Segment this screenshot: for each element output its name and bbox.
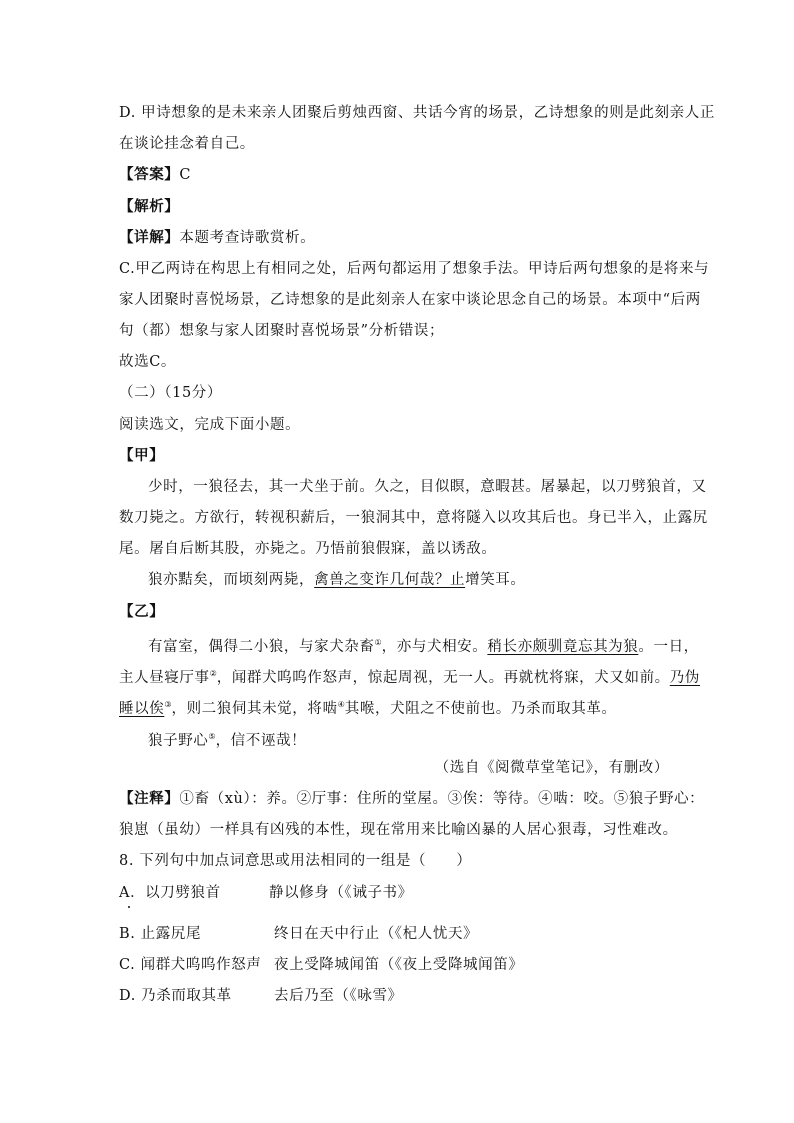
jia-p2-start: 狼亦黠矣，而顷刻两毙，	[148, 572, 315, 588]
yi-l1-a: 有富室，偶得二小狼，与家犬杂畜	[148, 639, 375, 655]
answer-line	[119, 165, 191, 185]
explanation-line-2: 家人团聚时喜悦场景，乙诗想象的是此刻亲人在家中谈论思念自己的场景。本项中“后两	[119, 292, 701, 308]
option-a-right: 静以修身（《诫子书》	[269, 885, 413, 901]
notes-line-1	[119, 789, 704, 809]
yi-l1-underlined: 稍长亦颇驯竟忘其为狼	[487, 639, 639, 655]
explanation-line-3: 句（都）想象与家人团聚时喜悦场景”分析错误；	[119, 323, 445, 339]
yi-l3-a: ，则二狼伺其未觉，将啮	[171, 701, 338, 717]
option-b	[119, 924, 479, 944]
option-d-right: 去后乃至（《咏雪》	[274, 988, 403, 1004]
yi-l2-underlined: 乃伪	[669, 670, 700, 686]
option-d	[119, 986, 403, 1006]
jia-text-line-3: 尾。屠自后断其股，亦毙之。乃悟前狼假寐，盖以诱敌。	[119, 541, 497, 557]
yi-l1-b: ，亦与犬相安。	[381, 639, 488, 655]
option-c-left: C. 闻群犬呜呜作怒声	[119, 957, 262, 973]
jia-label: 【甲】	[119, 447, 165, 464]
footnote-mark-4: ④	[337, 700, 345, 709]
option-b-right: 终日在天中行止（《杞人忧天》	[274, 926, 479, 942]
yi-l3-b: 其喉，犬阻之不使前也。乃杀而取其革。	[344, 701, 617, 717]
analysis-label: 【解析】	[119, 198, 180, 215]
detail-label: 【详解】	[119, 229, 180, 246]
detail-line	[119, 228, 315, 248]
footnote-mark-5: ⑤	[208, 732, 216, 741]
option-b-left: B. 止露尻尾	[119, 926, 202, 942]
yi-text-line-3	[119, 695, 617, 719]
option-c	[119, 955, 524, 975]
yi-text-line-4	[148, 727, 306, 751]
yi-l3-underlined: 睡以俟	[119, 701, 165, 717]
footnote-mark-1: ①	[374, 638, 382, 647]
yi-l2-b: ，闻群犬呜呜作怒声，惊起周视，无一人。再就枕将寐，犬又如前。	[216, 670, 670, 686]
footnote-mark-3: ③	[164, 700, 172, 709]
yi-label: 【乙】	[119, 603, 165, 620]
option-a-left: A．以刀劈狼首	[119, 885, 221, 901]
choose-line: 故选C。	[119, 354, 176, 370]
option-d-line-1: D. 甲诗想象的是未来亲人团聚后剪烛西窗、共话今宵的场景，乙诗想象的则是此刻亲人正	[119, 105, 715, 121]
option-d-left: D. 乃杀而取其革	[119, 988, 232, 1004]
notes-label: 【注释】	[119, 790, 180, 807]
jia-p2-end: 增笑耳。	[465, 572, 526, 588]
explanation-line-1: C.甲乙两诗在构思上有相同之处，后两句都运用了想象手法。甲诗后两句想象的是将来与	[119, 261, 710, 277]
footnote-mark-2: ②	[209, 669, 217, 678]
jia-text-line-4	[148, 570, 526, 590]
section-heading: （二）（15分）	[119, 385, 223, 401]
jia-text-line-1: 少时，一狼径去，其一犬坐于前。久之，目似瞑，意暇甚。屠暴起，以刀劈狼首，又	[148, 479, 707, 495]
jia-text-line-2: 数刀毙之。方欲行，转视积薪后，一狼洞其中，意将隧入以攻其后也。身已半入，止露尻	[119, 510, 708, 526]
instruction-line: 阅读选文，完成下面小题。	[119, 417, 301, 433]
yi-l4-b: ，信不诬哉！	[215, 733, 307, 749]
jia-p2-underlined: 禽兽之变诈几何哉？止	[314, 572, 466, 588]
notes-line-2: 狼崽（虽幼）一样具有凶残的本性，现在常用来比喻凶暴的人居心狠毒，习性难改。	[119, 822, 678, 838]
question-8: 8. 下列句中加点词意思或用法相同的一组是（ ）	[119, 853, 472, 869]
option-d-line-2: 在谈论挂念着自己。	[119, 136, 255, 152]
yi-text-line-1	[148, 633, 699, 657]
detail-text: 本题考查诗歌赏析。	[179, 230, 316, 246]
option-c-right: 夜上受降城闻笛（《夜上受降城闻笛》	[274, 957, 524, 973]
yi-l2-a: 主人昼寝厅事	[119, 670, 210, 686]
answer-value: C	[179, 167, 192, 183]
answer-label: 【答案】	[119, 166, 180, 183]
yi-text-line-2	[119, 664, 700, 688]
emphasis-dot	[128, 906, 130, 908]
option-a	[119, 883, 413, 903]
source-citation: （选自《阅微草堂笔记》，有删改）	[434, 760, 669, 776]
yi-l4-a: 狼子野心	[148, 733, 209, 749]
notes-text-1: ①畜（xù）：养。②厅事：住所的堂屋。③俟：等待。④啮：咬。⑤狼子野心：	[179, 791, 705, 807]
yi-l1-c: 。一日，	[638, 639, 699, 655]
